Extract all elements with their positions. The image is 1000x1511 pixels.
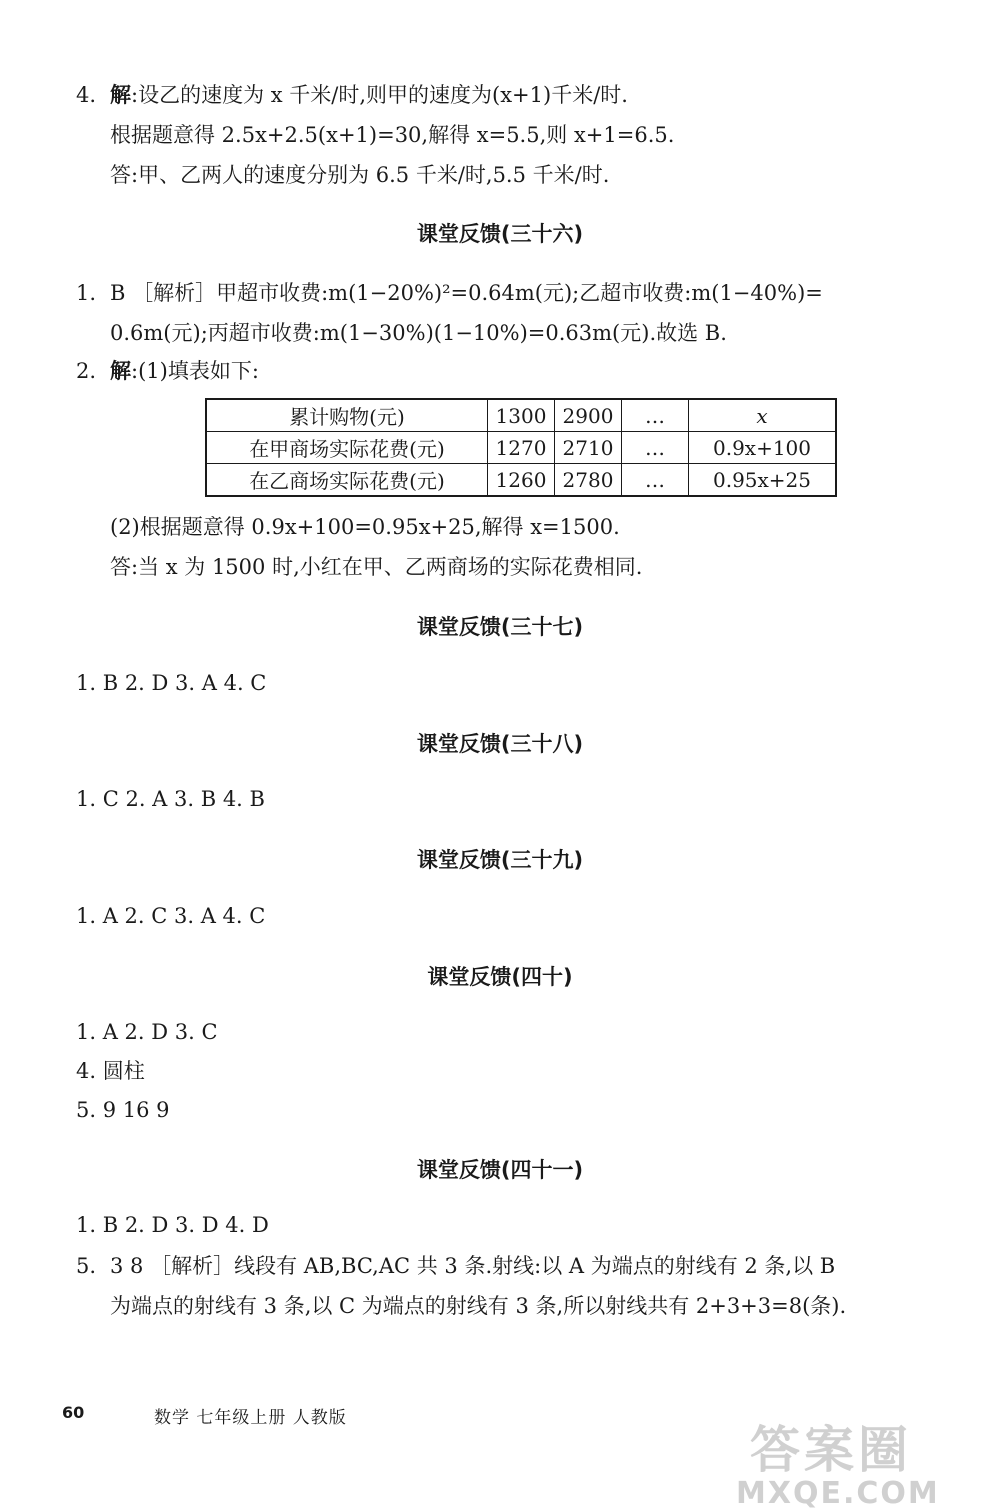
- s36-q2-line-1: [76, 356, 259, 386]
- s41-q5-line-2: 为端点的射线有 3 条,以 C 为端点的射线有 3 条,所以射线共有 2+3+3=8(条).: [110, 1294, 847, 1318]
- section-heading-40: 课堂反馈(四十): [427, 965, 573, 989]
- s36-q2-number: 2.: [76, 359, 97, 383]
- watermark-logo: [708, 1410, 970, 1511]
- table-cell: 2710: [555, 432, 622, 464]
- s39-answers: 1. A 2. C 3. A 4. C: [76, 904, 266, 928]
- book-title: 数学 七年级上册 人教版: [154, 1408, 347, 1428]
- s41-q5-number: 5.: [76, 1254, 97, 1278]
- s41-q5-line-1: [76, 1251, 835, 1281]
- s36-q2-text-1: :(1)填表如下:: [131, 359, 259, 383]
- s36-q2-line-2: (2)根据题意得 0.9x+100=0.95x+25,解得 x=1500.: [110, 515, 620, 539]
- q4-line-2: 根据题意得 2.5x+2.5(x+1)=30,解得 x=5.5,则 x+1=6.5.: [110, 123, 675, 147]
- table-cell: 2780: [555, 464, 622, 497]
- table-cell: 0.9x+100: [689, 432, 837, 464]
- page-number: 60: [62, 1403, 85, 1422]
- table-cell: 1300: [488, 399, 555, 432]
- section-heading-39: 课堂反馈(三十九): [416, 848, 584, 872]
- s40-line-1: 1. A 2. D 3. C: [76, 1020, 218, 1044]
- section-heading-36: 课堂反馈(三十六): [416, 222, 584, 246]
- watermark-text-1: 答案圈: [750, 1421, 912, 1479]
- table-row: [206, 464, 836, 497]
- table-cell: 2900: [555, 399, 622, 432]
- s36-q2-label: 解: [110, 359, 131, 383]
- table-cell: 在甲商场实际花费(元): [206, 432, 488, 464]
- table-cell: 1270: [488, 432, 555, 464]
- table-cell: 1260: [488, 464, 555, 497]
- section-heading-37: 课堂反馈(三十七): [416, 615, 584, 639]
- q4-number: 4.: [76, 83, 97, 107]
- s36-q1-number: 1.: [76, 281, 97, 305]
- section-heading-38: 课堂反馈(三十八): [416, 732, 584, 756]
- q4-line-1: [76, 80, 628, 110]
- table-cell: …: [622, 432, 689, 464]
- s37-answers: 1. B 2. D 3. A 4. C: [76, 671, 267, 695]
- s38-answers: 1. C 2. A 3. B 4. B: [76, 787, 265, 811]
- table-cell: [689, 399, 837, 432]
- s36-q2-line-3: 答:当 x 为 1500 时,小红在甲、乙两商场的实际花费相同.: [110, 555, 643, 579]
- table-cell: …: [622, 399, 689, 432]
- table-cell: 累计购物(元): [206, 399, 488, 432]
- s40-line-2: 4. 圆柱: [76, 1059, 145, 1083]
- q4-line-3: 答:甲、乙两人的速度分别为 6.5 千米/时,5.5 千米/时.: [110, 163, 610, 187]
- price-table: [205, 398, 837, 497]
- q4-text-1: :设乙的速度为 x 千米/时,则甲的速度为(x+1)千米/时.: [131, 83, 628, 107]
- s36-q1-line-2: 0.6m(元);丙超市收费:m(1−30%)(1−10%)=0.63m(元).故选 B.: [110, 321, 727, 345]
- s40-line-3: 5. 9 16 9: [76, 1098, 170, 1122]
- table-cell-text: x: [756, 403, 768, 428]
- section-heading-41: 课堂反馈(四十一): [416, 1158, 584, 1182]
- watermark-text-2: MXQE.COM: [736, 1476, 940, 1511]
- table-cell: …: [622, 464, 689, 497]
- s36-q1-text-1: B ［解析］甲超市收费:m(1−20%)²=0.64m(元);乙超市收费:m(1−40%)=: [110, 281, 823, 305]
- s41-line-1: 1. B 2. D 3. D 4. D: [76, 1213, 269, 1237]
- table-cell: 在乙商场实际花费(元): [206, 464, 488, 497]
- table-row: [206, 432, 836, 464]
- table-cell: 0.95x+25: [689, 464, 837, 497]
- table-row: [206, 399, 836, 432]
- q4-label: 解: [110, 83, 131, 107]
- s36-q1-line-1: [76, 278, 823, 308]
- s41-q5-text-1: 3 8 ［解析］线段有 AB,BC,AC 共 3 条.射线:以 A 为端点的射线有 2 条,以 B: [110, 1254, 836, 1278]
